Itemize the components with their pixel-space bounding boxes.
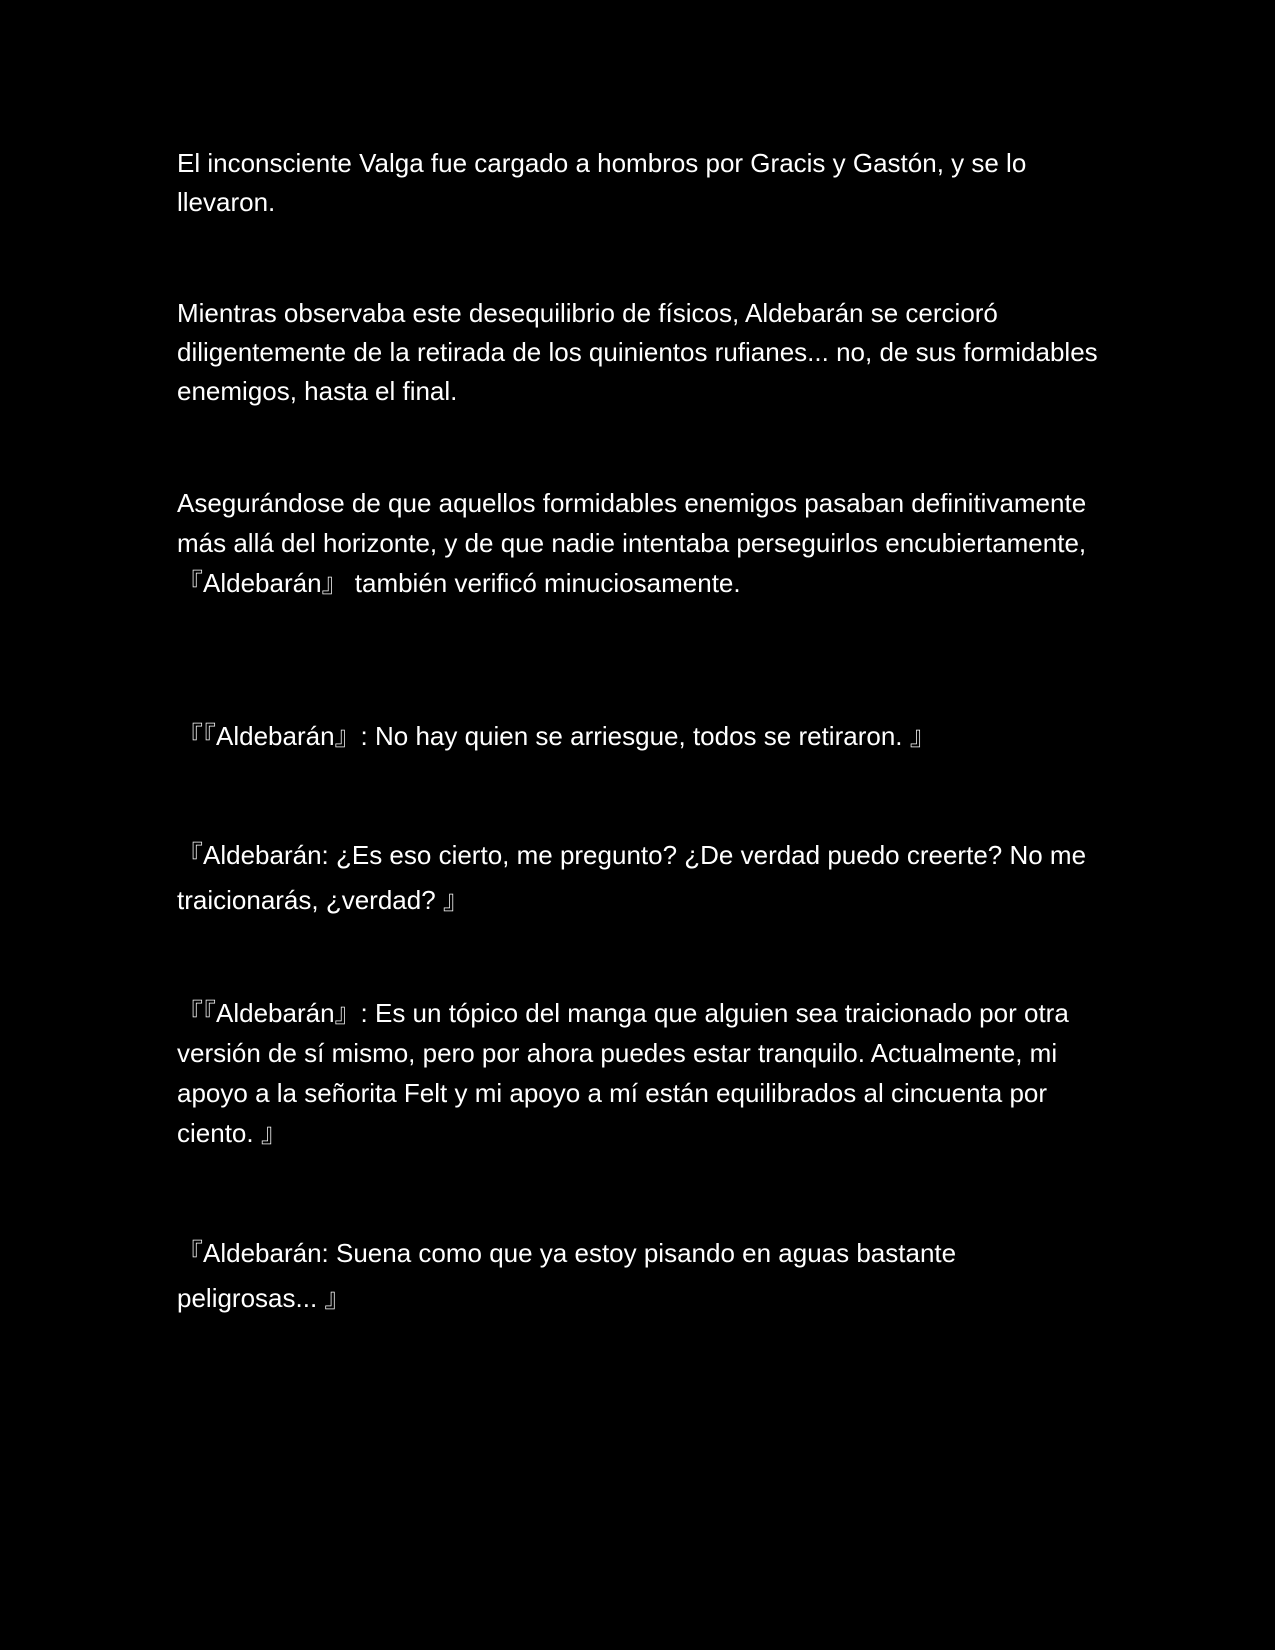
dialogue-line-2: 『Aldebarán: ¿Es eso cierto, me pregunto? ¿De verdad puedo creerte? No me traicionarás, ¿verdad? 』 — [177, 840, 1087, 915]
dialogue-line-4: 『Aldebarán: Suena como que ya estoy pisando en aguas bastante peligrosas... 』 — [177, 1238, 957, 1313]
paragraph-valga-carried: El inconsciente Valga fue cargado a hombros por Gracis y Gastón, y se lo llevaron. — [177, 148, 1027, 217]
dialogue-line-3: 『『Aldebarán』: Es un tópico del manga que alguien sea traicionado por otra versión de sí mismo, pero por ahora puedes estar tranquilo. Actualmente, mi apoyo a la señorita Felt y mi apoyo a mí están equilibrados al cincuenta por ciento. 』 — [177, 998, 1069, 1148]
paragraph-horizon-check: Asegurándose de que aquellos formidables enemigos pasaban definitivamente más allá del horizonte, y de que nadie intentaba perseguirlos encubiertamente, 『Aldebarán』 también verificó minuciosamente. — [177, 488, 1087, 598]
dialogue-line-1: 『『Aldebarán』: No hay quien se arriesgue, todos se retiraron. 』 — [177, 721, 936, 751]
paragraph-enemy-retreat: Mientras observaba este desequilibrio de físicos, Aldebarán se cercioró diligentemente de la retirada de los quinientos rufianes... no, de sus formidables enemigos, hasta el final. — [177, 298, 1098, 406]
